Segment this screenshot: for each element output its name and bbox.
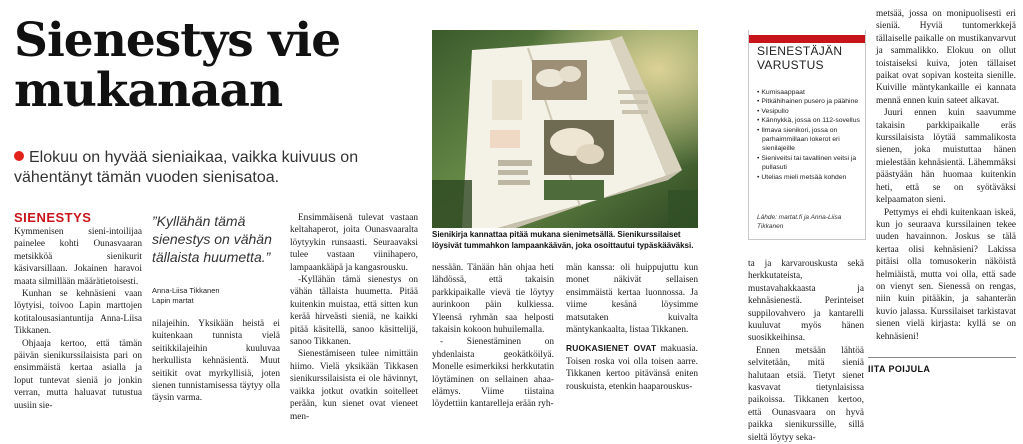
paragraph: män kanssa: oli huippujuttu kun monet näkivät sellaisen ensimmäistä kertaa luonnossa. Ja viime kesänä löysimme matsutaken kuivalta mäntykankaalta, listaa Tikkanen. [566,263,698,336]
article-column-2 [152,318,280,405]
pull-quote: ”Kyllähän tämä sienestys on vähän tällaista huumetta.” [152,213,272,265]
paragraph: Kunhan se kehnäsieni vaan löytyisi, toivoo Lapin marttojen kotitalousasiantuntija Anna-Liisa Tikkanen. [14,289,142,337]
article-column-7 [876,8,1016,343]
list-item: • Ilmava sienikori, jossa on parhaimmillaan lokerot eri sienilajeille [757,126,863,154]
article-column-6 [748,258,864,444]
paragraph-text: makuasia. Toisen roska voi olla toisen aarre. Tikkanen kertoo pitävänsä eniten rouskuista, etenkin haaparouskus- [566,344,698,392]
paragraph: Ennen metsään lähtöä selvitetään, mitä sieniä halutaan etsiä. Tietyt sienet kasvavat tietynlaisissa paikoissa. Tikkanen kertoo, että Ounasvaara on hyvä paikka sienikurssille, sillä sieltä löytyy seka- [748,345,864,443]
paragraph: Ohjaaja kertoo, että tämän päivän sienikurssilaisista pari on ensimmäistä kertaa asialla ja loput tuntevat sieniä jo jonkin verran, mutta haluavat tutustua uusiin sie- [14,338,142,411]
byline-divider [868,357,1016,358]
sidebar-list [757,88,863,182]
paragraph: - Sienestäminen on yhdenlaista geokätköilyä. Monelle esimerkiksi herkkutatin löytäminen on sellainen ahaa-elämys. Viime tiistaina löydettiin kantarelleja erään ryh- [432,337,554,410]
list-item: • Utelias mieli metsää kohden [757,173,863,182]
paragraph: Juuri ennen kuin saavumme takaisin parkkipaikalle eräs kurssilaisista löytää sammalikosta sienen, joka muistuttaa hänen mielestään kehnäsientä. Lähemmäksi päästyään hän huomaa kuitenkin heti, että se on syötäväksi kelpaamaton sieni. [876,108,1016,206]
byline: IITA POIJULA [868,364,931,374]
section-kicker: SIENESTYS [14,210,92,225]
subheading: RUOKASIENET OVAT [566,343,657,354]
list-item: • Kumisaappaat [757,88,863,97]
lead-paragraph [14,148,414,188]
article-column-4 [432,262,554,411]
paragraph: -Kyllähän tämä sienestys on vähän tällaista huumetta. Pitää kuitenkin muistaa, että sitten kun kerää hirveästi sieniä, ne kaikki pitää käsitellä, sanoo käsittelijä, sanoo Tikkanen. [290,275,418,348]
article-column-5 [566,262,698,393]
paragraph: metsää, jossa on monipuolisesti eri sieniä. Hyviä tuntomerkkejä tällaiselle paikalle on mustikanvarvut ja sammalikko. Elokuu on ollut toistaiseksi kuiva, joten tällaiset paikat ovat sopivan kosteita sienille. Kuiville mäntykankaille ei kannata mennä ennen kuin sateet alkavat. [876,9,1016,106]
sidebar-title: SIENESTÄJÄN VARUSTUS [757,44,843,72]
photo-caption: Sienikirja kannattaa pitää mukana sienimetsällä. Sienikurssilaiset löysivät tummahkon lampaankäävän, joka osoittautui typäskääväksi. [432,230,694,250]
paragraph: nessään. Tänään hän ohjaa heti lähdössä, että takaisin parkkipaikalle vievä tie löytyy aurinkoon päin kulkiessa. Yleensä ryhmän saa helposti takaisin kokoon huhuilemalla. [432,263,554,336]
quote-role: Lapin martat [152,296,194,305]
photo-illustration [432,30,698,228]
paragraph: ta ja karvarouskusta sekä herkkutateista, mustavahakkaasta ja kehnäsienestä. Perinteiset suppilovahvero ja kantarelli kuuluvat myös hänen suosikkeihinsa. [748,259,864,344]
paragraph: nilajeihin. Yksikään heistä ei kuitenkaan tunnista vielä seitikkilajeihin kuuluvaa herkullista kehnäsientä. Muut seitikit ovat myrkyllisiä, joten sienen tunnistamisessa täytyy olla täysin varma. [152,319,280,404]
sidebar-source: Lähde: martat.fi ja Anna-Liisa Tikkanen [757,214,842,230]
paragraph [566,342,698,393]
headline [14,13,424,118]
paragraph: Pettymys ei ehdi kuitenkaan iskeä, kun jo seuraava kurssilainen tekee uuden havainnon. Joskus se tälä kertaa olisi kehnäsieni? Lakissa pitäisi olla tomusokerin näköistä helmiäistä, mutta voi olla, että sade on vienyt sen. Sienessä on rengas, niin kuin pitääkin, ja sahanterän kuvio jalassa. Kurssilaiset tarkistavat sienen vielä kirjasta: kyllä se on kehnäsieni! [876,207,1016,342]
paragraph: Sienestämiseen tulee nimittäin hiimo. Vielä yksikään Tikkasen sienikurssilaisista ei ole hävinnyt, vaikka jotkut ovatkin soitelleet perään, kun sienet ovat vieneet men- [290,349,418,422]
list-item: • Pitkähihainen pusero ja päähine [757,97,863,106]
list-item: • Vesipullo [757,107,863,116]
headline-line-2: mukanaan [14,63,283,118]
lead-text: Elokuu on hyvää sieniaikaa, vaikka kuivuus on vähentänyt tämän vuoden sienisatoa. [14,149,359,186]
quote-name: Anna-Liisa Tikkanen [152,286,220,295]
list-item: • Kännykkä, jossa on 112-sovellus [757,116,863,125]
paragraph: Kymmenisen sieni-intoilijaa painelee kohti Ounasvaaran metsikköä sienikurit käsivarsillaan. Jokainen haravoi maata silmillään määrätietoisesti. [14,227,142,287]
mushroom-book-photo [432,30,698,228]
pull-quote-attribution [152,286,280,306]
paragraph: Ensimmäisenä tulevat vastaan keltahaperot, joita Ounasvaaralta löytyykin runsaasti. Seuraavaksi tulee vastaan viinihapero, lampaankääpä ja kangasrousku. [290,213,418,273]
article-column-3 [290,212,418,423]
article-column-1 [14,226,142,412]
list-item: • Sieniveitsi tai tavallinen veitsi ja pullasuti [757,154,863,173]
red-dot-icon [14,151,24,161]
headline-line-1: Sienestys vie [14,13,341,68]
